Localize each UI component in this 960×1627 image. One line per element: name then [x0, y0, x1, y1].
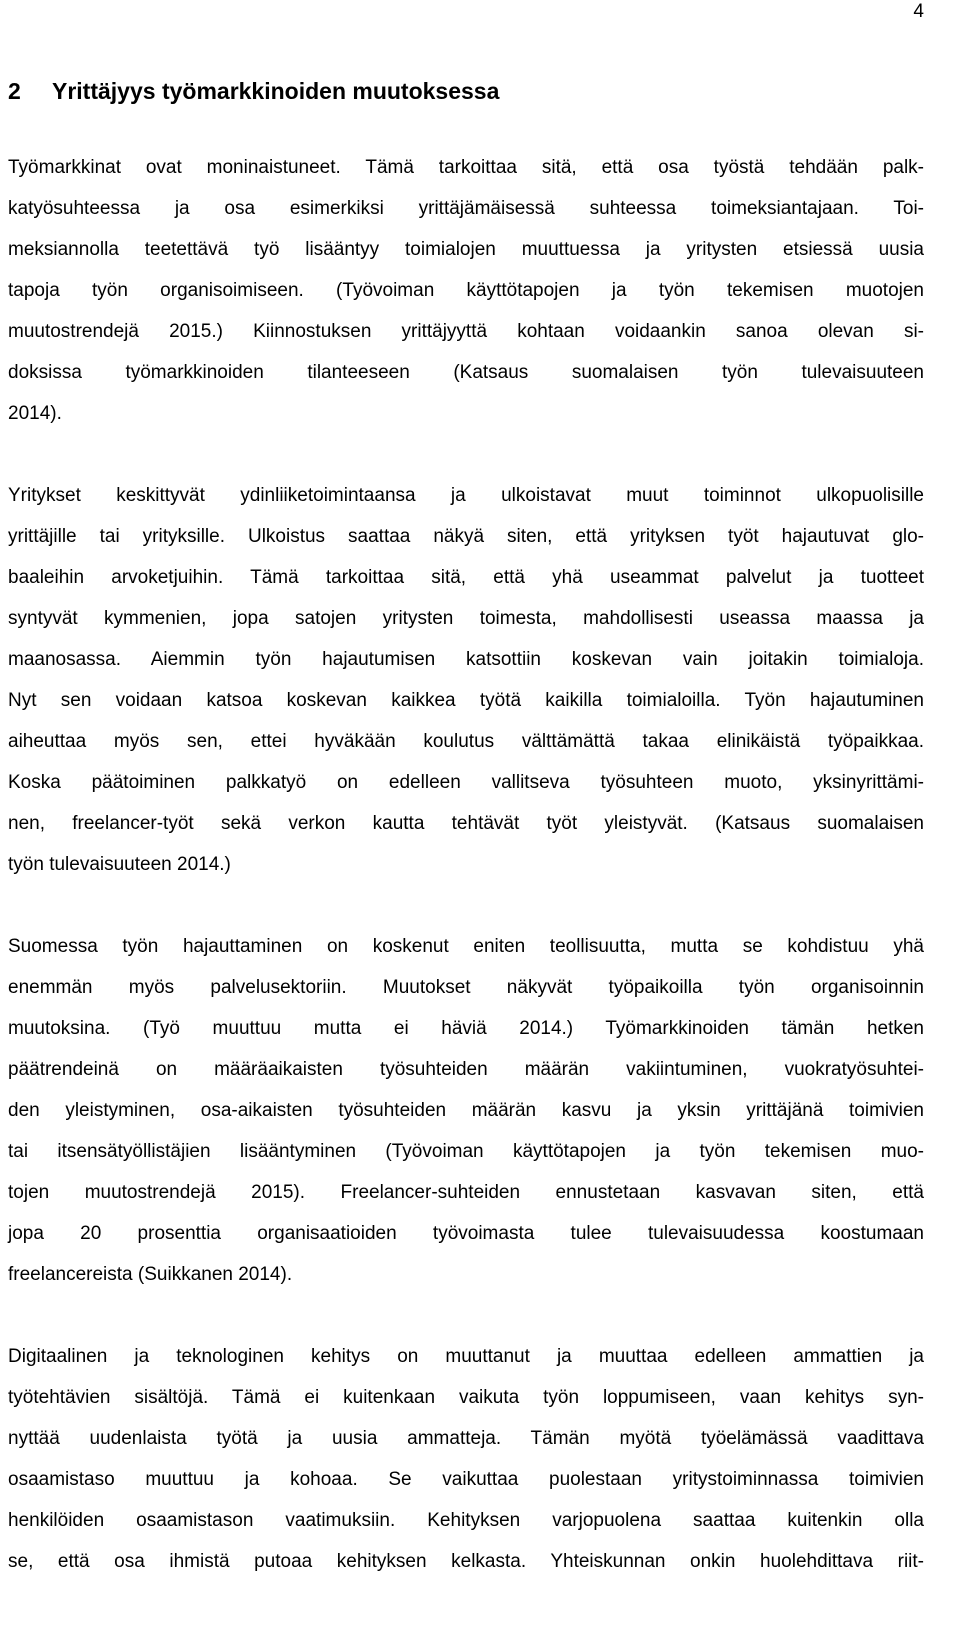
text-line: doksissa työmarkkinoiden tilanteeseen (Katsaus suomalaisen työn tulevaisuuteen	[8, 362, 924, 383]
paragraph-1	[8, 147, 924, 434]
text-line: nen, freelancer-työt sekä verkon kautta tehtävät työt yleistyvät. (Katsaus suomalaisen	[8, 813, 924, 834]
text-line: meksiannolla teetettävä työ lisääntyy toimialojen muuttuessa ja yritysten etsiessä uusia	[8, 239, 924, 260]
text-line: tai itsensätyöllistäjien lisääntyminen (Työvoiman käyttötapojen ja työn tekemisen muo-	[8, 1141, 924, 1162]
text-line: Työmarkkinat ovat moninaistuneet. Tämä tarkoittaa sitä, että osa työstä tehdään palk-	[8, 157, 924, 178]
text-line: den yleistyminen, osa-aikaisten työsuhteiden määrän kasvu ja yksin yrittäjänä toimivien	[8, 1100, 924, 1121]
text-line: osaamistaso muuttuu ja kohoaa. Se vaikuttaa puolestaan yritystoiminnassa toimivien	[8, 1469, 924, 1490]
text-line: Digitaalinen ja teknologinen kehitys on muuttanut ja muuttaa edelleen ammattien ja	[8, 1346, 924, 1367]
text-line: päätrendeinä on määräaikaisten työsuhteiden määrän vakiintuminen, vuokratyösuhtei-	[8, 1059, 924, 1080]
text-line: freelancereista (Suikkanen 2014).	[8, 1264, 293, 1285]
section-title: Yrittäjyys työmarkkinoiden muutoksessa	[52, 78, 500, 104]
text-line: se, että osa ihmistä putoaa kehityksen kelkasta. Yhteiskunnan onkin huolehdittava riit-	[8, 1551, 924, 1572]
text-line: baaleihin arvoketjuihin. Tämä tarkoittaa sitä, että yhä useammat palvelut ja tuotteet	[8, 567, 924, 588]
text-line: muutostrendejä 2015.) Kiinnostuksen yrittäjyyttä kohtaan voidaankin sanoa olevan si-	[8, 321, 924, 342]
text-line: katyösuhteessa ja osa esimerkiksi yrittäjämäisessä suhteessa toimeksiantajaan. Toi-	[8, 198, 924, 219]
text-line: nyttää uudenlaista työtä ja uusia ammatteja. Tämän myötä työelämässä vaadittava	[8, 1428, 924, 1449]
text-line: 2014).	[8, 403, 62, 424]
text-line: Suomessa työn hajauttaminen on koskenut eniten teollisuutta, mutta se kohdistuu yhä	[8, 936, 924, 957]
text-line: yrittäjille tai yrityksille. Ulkoistus saattaa näkyä siten, että yrityksen työt hajautuvat glo-	[8, 526, 924, 547]
text-line: aiheuttaa myös sen, ettei hyväkään koulutus välttämättä takaa elinikäistä työpaikkaa.	[8, 731, 924, 752]
text-line: jopa 20 prosenttia organisaatioiden työvoimasta tulee tulevaisuudessa koostumaan	[8, 1223, 924, 1244]
text-line: Yritykset keskittyvät ydinliiketoimintaansa ja ulkoistavat muut toiminnot ulkopuolisille	[8, 485, 924, 506]
text-line: työtehtävien sisältöjä. Tämä ei kuitenkaan vaikuta työn loppumiseen, vaan kehitys syn-	[8, 1387, 924, 1408]
text-line: muutoksina. (Työ muuttuu mutta ei häviä 2014.) Työmarkkinoiden tämän hetken	[8, 1018, 924, 1039]
text-line: Nyt sen voidaan katsoa koskevan kaikkea työtä kaikilla toimialoilla. Työn hajautuminen	[8, 690, 924, 711]
section-number: 2	[8, 78, 21, 104]
paragraph-3	[8, 926, 924, 1295]
text-line: tojen muutostrendejä 2015). Freelancer-suhteiden ennustetaan kasvavan siten, että	[8, 1182, 924, 1203]
text-line: enemmän myös palvelusektoriin. Muutokset näkyvät työpaikoilla työn organisoinnin	[8, 977, 924, 998]
text-line: syntyvät kymmenien, jopa satojen yritysten toimesta, mahdollisesti useassa maassa ja	[8, 608, 924, 629]
text-line: maanosassa. Aiemmin työn hajautumisen katsottiin koskevan vain joitakin toimialoja.	[8, 649, 924, 670]
text-line: työn tulevaisuuteen 2014.)	[8, 854, 231, 875]
text-line: henkilöiden osaamistason vaatimuksiin. Kehityksen varjopuolena saattaa kuitenkin olla	[8, 1510, 924, 1531]
text-line: Koska päätoiminen palkkatyö on edelleen vallitseva työsuhteen muoto, yksinyrittämi-	[8, 772, 924, 793]
body-text	[8, 147, 924, 1582]
paragraph-4	[8, 1336, 924, 1582]
page-number: 4	[913, 1, 924, 22]
paragraph-2	[8, 475, 924, 885]
section-heading	[8, 74, 499, 108]
text-line: tapoja työn organisoimiseen. (Työvoiman käyttötapojen ja työn tekemisen muotojen	[8, 280, 924, 301]
